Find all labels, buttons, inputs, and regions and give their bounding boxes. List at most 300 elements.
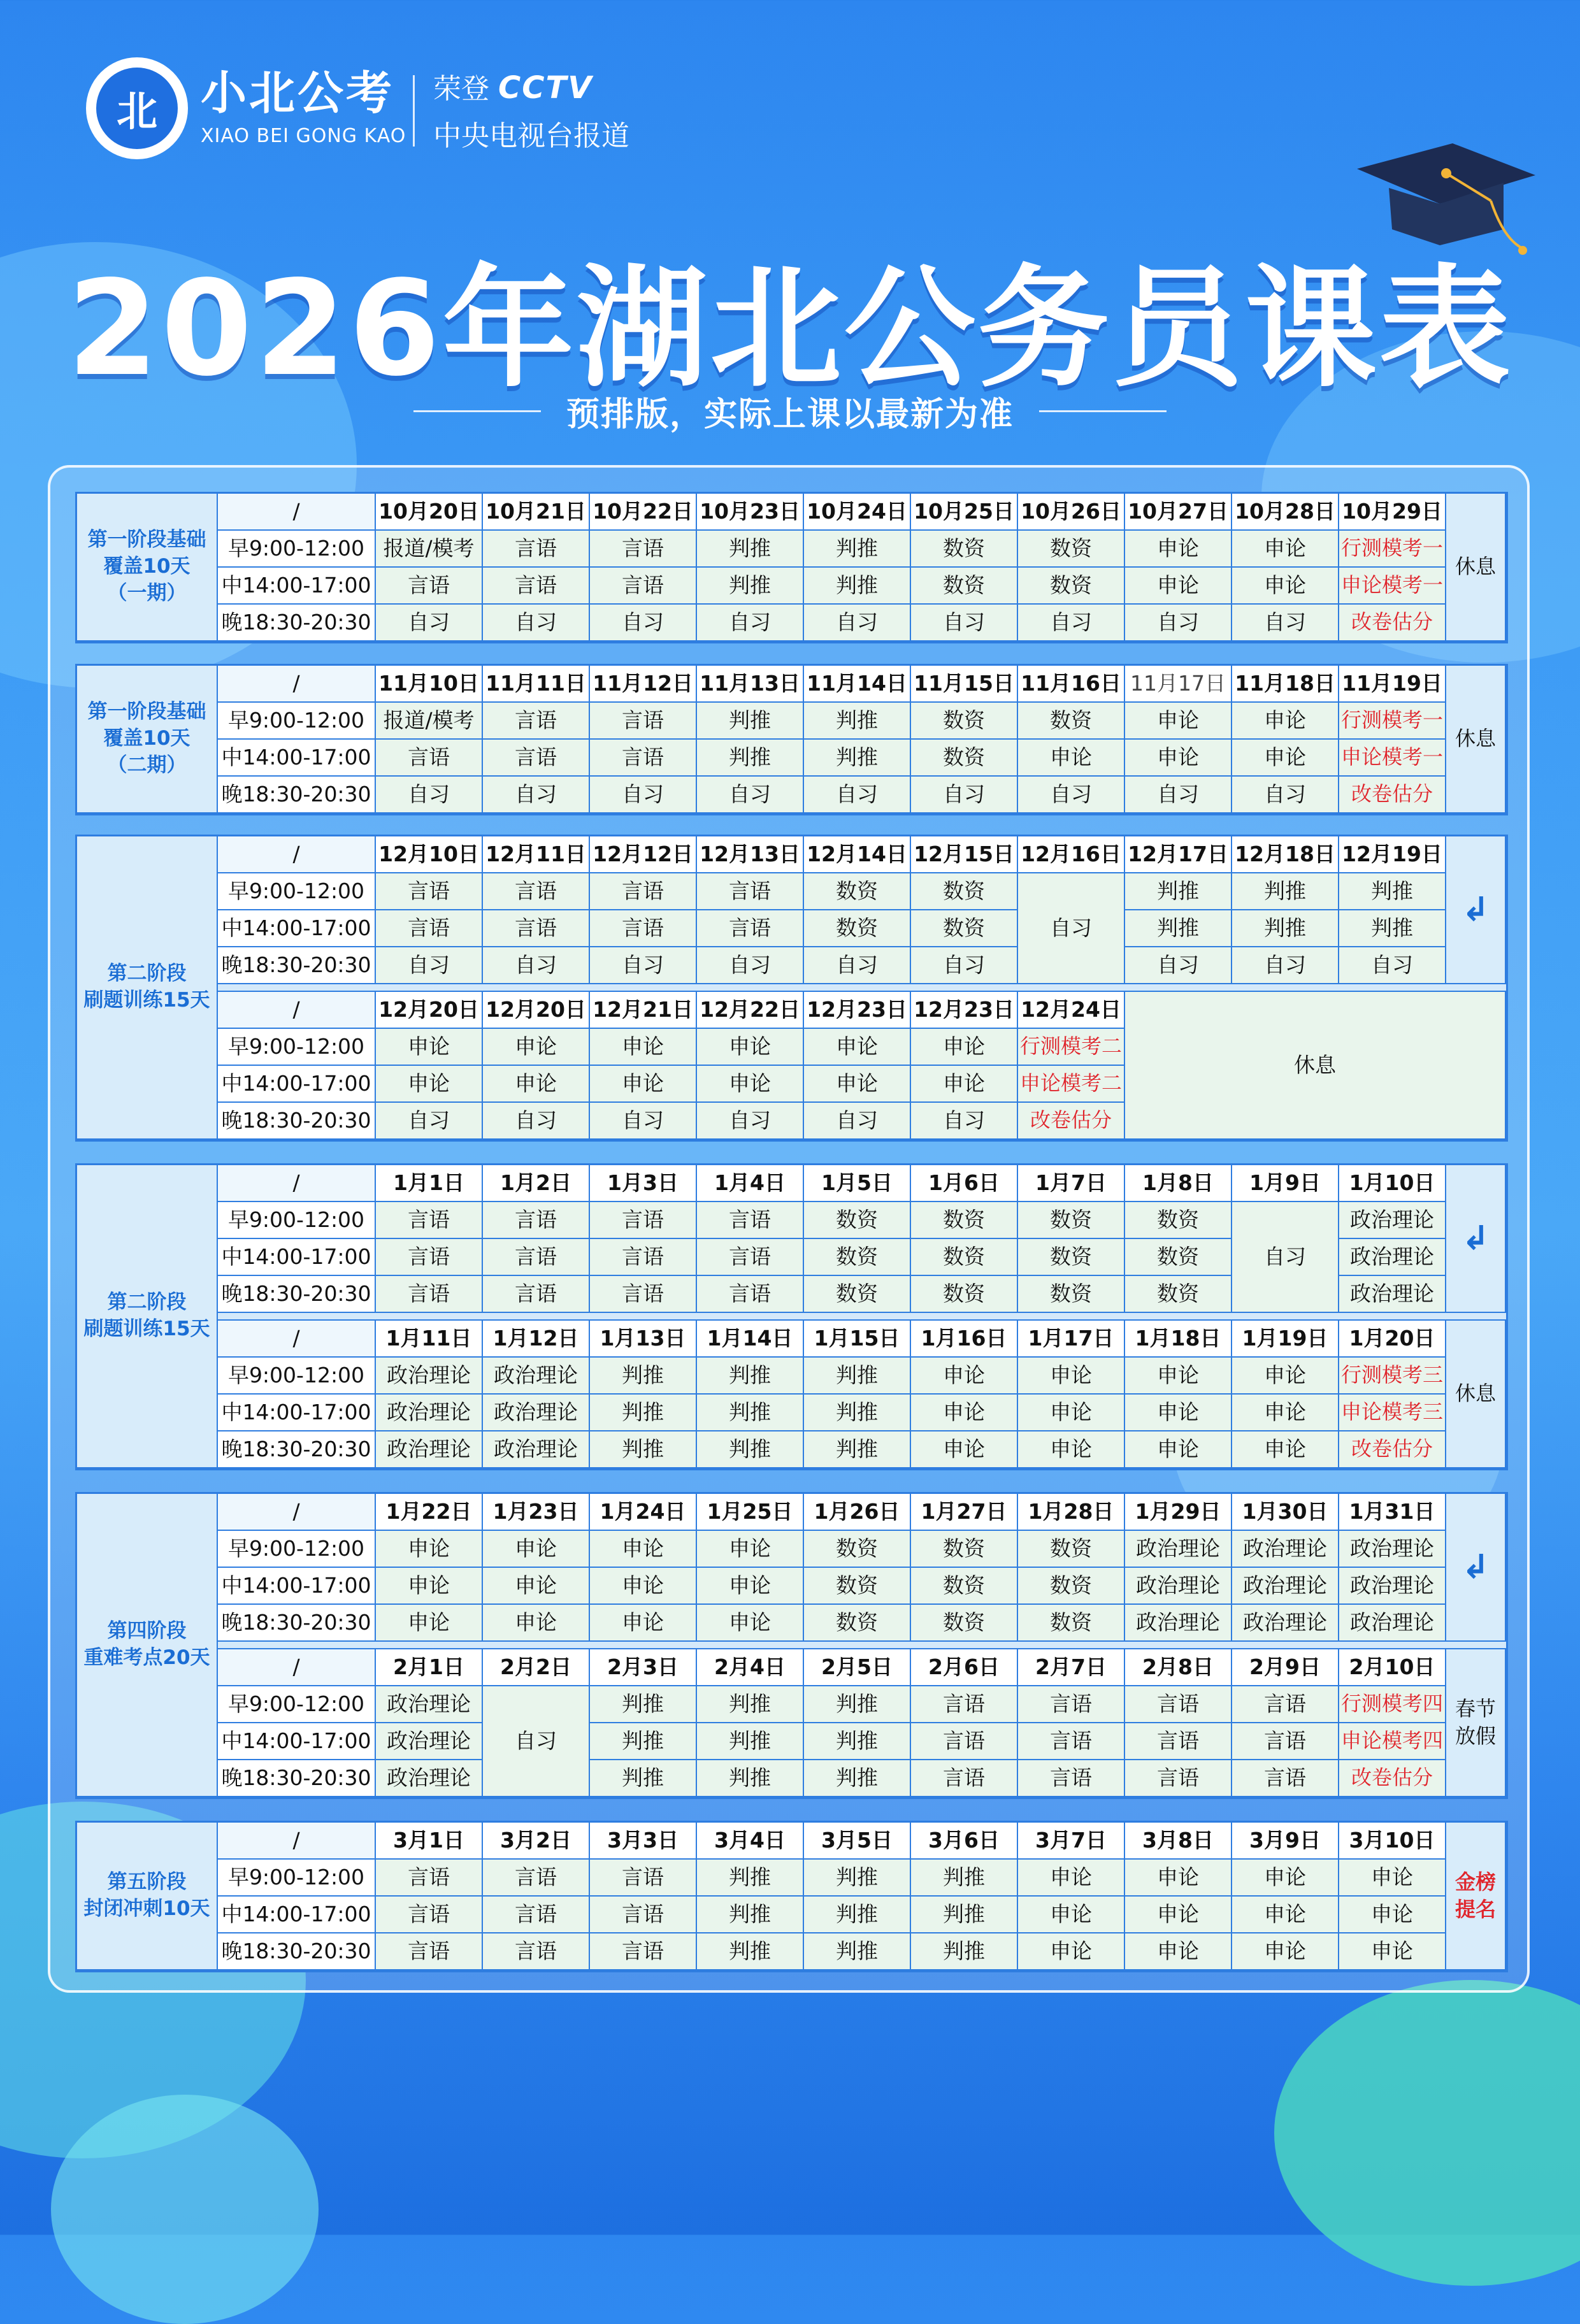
course-cell: 报道/模考 (376, 531, 483, 568)
course-cell: 判推 (804, 1897, 911, 1933)
course-cell: 言语 (483, 1933, 590, 1970)
date-header: 1月1日 (376, 1165, 483, 1202)
date-header: 12月20日 (483, 992, 590, 1029)
stage-label-line: （一期） (107, 581, 187, 605)
return-arrow-icon: ↲ (1462, 1219, 1490, 1258)
date-header: 12月10日 (376, 836, 483, 873)
date-header: 1月19日 (1232, 1321, 1339, 1358)
date-header: 1月9日 (1232, 1165, 1339, 1202)
course-cell: 言语 (376, 1897, 483, 1933)
course-cell: 言语 (483, 1276, 590, 1313)
date-header: 2月8日 (1125, 1649, 1232, 1686)
course-cell: 言语 (590, 873, 697, 910)
date-header: 1月28日 (1018, 1494, 1125, 1531)
course-cell: 判推 (590, 1395, 697, 1431)
course-cell: 数资 (911, 1568, 1018, 1605)
time-slot: 晚18:30-20:30 (218, 1276, 376, 1313)
course-cell: 申论 (1125, 1933, 1232, 1970)
course-cell: 言语 (1232, 1686, 1339, 1723)
course-cell: 申论模考四 (1339, 1723, 1446, 1760)
time-slot: 晚18:30-20:30 (218, 1431, 376, 1468)
course-cell: 政治理论 (1125, 1531, 1232, 1568)
date-header: 2月4日 (697, 1649, 804, 1686)
course-cell: 言语 (483, 703, 590, 740)
course-cell: 申论 (1232, 568, 1339, 605)
slot-header: / (218, 1649, 376, 1686)
course-cell: 判推 (697, 1933, 804, 1970)
course-cell: 自习 (1232, 605, 1339, 642)
course-cell: 申论 (483, 1568, 590, 1605)
stage-label-line: 第五阶段 (107, 1870, 187, 1894)
slot-header: / (218, 1823, 376, 1860)
slot-header: / (218, 494, 376, 531)
course-cell: 判推 (1125, 873, 1232, 910)
course-cell: 自习 (911, 947, 1018, 984)
cctv-caption: 中央电视台报道 (433, 119, 629, 152)
date-header: 11月13日 (697, 666, 804, 703)
date-header: 1月6日 (911, 1165, 1018, 1202)
course-cell: 改卷估分 (1339, 1760, 1446, 1797)
date-header: 1月17日 (1018, 1321, 1125, 1358)
course-cell: 判推 (590, 1760, 697, 1797)
end-label: 春节放假 (1446, 1649, 1506, 1797)
date-header: 3月3日 (590, 1823, 697, 1860)
date-header: 1月16日 (911, 1321, 1018, 1358)
course-cell: 判推 (804, 1431, 911, 1468)
stage-label-line: 第二阶段 (107, 962, 187, 986)
date-header: 1月5日 (804, 1165, 911, 1202)
date-header: 11月19日 (1339, 666, 1446, 703)
date-header: 12月24日 (1018, 992, 1125, 1029)
stage-label-line: 重难考点20天 (83, 1646, 210, 1669)
course-cell: 改卷估分 (1339, 605, 1446, 642)
course-cell: 政治理论 (1232, 1568, 1339, 1605)
course-cell: 自习 (483, 777, 590, 814)
continue-cell (1446, 1165, 1506, 1313)
bg-blob (1274, 1980, 1580, 2286)
course-cell: 申论模考一 (1339, 568, 1446, 605)
course-cell: 言语 (697, 1239, 804, 1276)
course-cell: 言语 (376, 740, 483, 777)
section-gap (218, 1642, 1506, 1649)
course-cell: 申论 (1232, 740, 1339, 777)
date-header: 10月26日 (1018, 494, 1125, 531)
course-cell: 申论 (1232, 1933, 1339, 1970)
date-header: 10月22日 (590, 494, 697, 531)
course-cell: 判推 (697, 568, 804, 605)
course-cell: 言语 (1232, 1760, 1339, 1797)
course-cell: 言语 (590, 703, 697, 740)
date-header: 2月2日 (483, 1649, 590, 1686)
course-cell: 数资 (911, 873, 1018, 910)
course-cell: 自习 (590, 777, 697, 814)
date-header: 1月7日 (1018, 1165, 1125, 1202)
date-header: 10月20日 (376, 494, 483, 531)
course-cell: 申论 (1018, 1358, 1125, 1395)
course-cell: 申论 (911, 1029, 1018, 1066)
course-cell: 数资 (911, 531, 1018, 568)
date-header: 1月26日 (804, 1494, 911, 1531)
course-cell: 判推 (697, 1395, 804, 1431)
course-cell: 数资 (804, 1531, 911, 1568)
time-slot: 中14:00-17:00 (218, 1239, 376, 1276)
course-cell: 自习 (1232, 947, 1339, 984)
course-cell: 数资 (804, 1605, 911, 1642)
course-cell: 自习 (697, 1103, 804, 1140)
course-cell: 自习 (697, 605, 804, 642)
course-cell: 数资 (1125, 1239, 1232, 1276)
date-header: 12月21日 (590, 992, 697, 1029)
stage-label-line: 第一阶段基础 (87, 700, 206, 724)
date-header: 12月20日 (376, 992, 483, 1029)
course-cell: 自习 (1018, 873, 1125, 984)
course-cell: 言语 (590, 1239, 697, 1276)
course-cell: 申论 (804, 1066, 911, 1103)
date-header: 2月9日 (1232, 1649, 1339, 1686)
course-cell: 数资 (911, 1605, 1018, 1642)
course-cell: 判推 (697, 531, 804, 568)
stage-label-line: 刷题训练15天 (83, 989, 210, 1012)
date-header: 1月11日 (376, 1321, 483, 1358)
stage-label-line: 第四阶段 (107, 1619, 187, 1643)
course-cell: 自习 (804, 605, 911, 642)
date-header: 11月12日 (590, 666, 697, 703)
course-cell: 判推 (1232, 910, 1339, 947)
course-cell: 自习 (804, 1103, 911, 1140)
date-header: 11月11日 (483, 666, 590, 703)
date-header: 3月6日 (911, 1823, 1018, 1860)
course-cell: 数资 (1018, 1202, 1125, 1239)
date-header: 10月27日 (1125, 494, 1232, 531)
date-header: 10月29日 (1339, 494, 1446, 531)
course-cell: 政治理论 (483, 1395, 590, 1431)
end-label: 休息 (1446, 1321, 1506, 1468)
course-cell: 判推 (911, 1897, 1018, 1933)
course-cell: 数资 (911, 910, 1018, 947)
course-cell: 数资 (1018, 568, 1125, 605)
course-cell: 政治理论 (1232, 1531, 1339, 1568)
course-cell: 言语 (1125, 1760, 1232, 1797)
date-header: 3月2日 (483, 1823, 590, 1860)
page-title: 2026年湖北公务员课表 (67, 252, 1513, 405)
course-cell: 数资 (804, 873, 911, 910)
course-cell: 数资 (1018, 703, 1125, 740)
course-cell: 申论 (1018, 1933, 1125, 1970)
continue-cell (1446, 1494, 1506, 1642)
course-cell: 自习 (1125, 605, 1232, 642)
course-cell: 申论 (1339, 1897, 1446, 1933)
date-header: 11月10日 (376, 666, 483, 703)
date-header: 1月18日 (1125, 1321, 1232, 1358)
cctv-prefix: 荣登 (433, 73, 489, 105)
course-cell: 言语 (1018, 1760, 1125, 1797)
course-cell: 判推 (697, 1686, 804, 1723)
course-cell: 申论 (1232, 1395, 1339, 1431)
date-header: 2月7日 (1018, 1649, 1125, 1686)
course-cell: 申论 (697, 1029, 804, 1066)
course-cell: 政治理论 (376, 1760, 483, 1797)
course-cell: 数资 (911, 1276, 1018, 1313)
course-cell: 判推 (804, 531, 911, 568)
brand-name-en: XIAO BEI GONG KAO (201, 125, 406, 147)
course-cell: 判推 (804, 1933, 911, 1970)
course-cell: 自习 (483, 605, 590, 642)
stage-label-line: 第一阶段基础 (87, 528, 206, 552)
course-cell: 判推 (804, 703, 911, 740)
time-slot: 早9:00-12:00 (218, 1686, 376, 1723)
schedule-block (75, 492, 1508, 643)
stage-label-line: 封闭冲刺10天 (83, 1897, 210, 1920)
course-cell: 自习 (590, 605, 697, 642)
time-slot: 中14:00-17:00 (218, 1568, 376, 1605)
brand-name: 小北公考 (201, 66, 395, 120)
course-cell: 判推 (911, 1860, 1018, 1897)
course-cell: 判推 (590, 1686, 697, 1723)
date-header: 1月3日 (590, 1165, 697, 1202)
date-header: 2月10日 (1339, 1649, 1446, 1686)
stage-label (77, 666, 218, 814)
time-slot: 晚18:30-20:30 (218, 1760, 376, 1797)
course-cell: 判推 (1339, 873, 1446, 910)
brand-logo (86, 57, 188, 159)
continue-cell (1446, 836, 1506, 984)
course-cell: 自习 (376, 605, 483, 642)
course-cell: 言语 (1018, 1686, 1125, 1723)
schedule-block (75, 1492, 1508, 1799)
course-cell: 申论 (590, 1029, 697, 1066)
course-cell: 数资 (804, 1276, 911, 1313)
course-cell: 判推 (804, 568, 911, 605)
course-cell: 言语 (376, 910, 483, 947)
course-cell: 申论 (483, 1066, 590, 1103)
course-cell: 言语 (483, 910, 590, 947)
course-cell: 行测模考一 (1339, 703, 1446, 740)
course-cell: 申论 (1018, 1897, 1125, 1933)
course-cell: 言语 (376, 1202, 483, 1239)
course-cell: 申论 (376, 1029, 483, 1066)
date-header: 2月3日 (590, 1649, 697, 1686)
course-cell: 言语 (1232, 1723, 1339, 1760)
course-cell: 政治理论 (1125, 1605, 1232, 1642)
course-cell: 自习 (376, 947, 483, 984)
slot-header: / (218, 1494, 376, 1531)
date-header: 10月28日 (1232, 494, 1339, 531)
course-cell: 申论 (376, 1531, 483, 1568)
date-header: 3月9日 (1232, 1823, 1339, 1860)
course-cell: 自习 (911, 777, 1018, 814)
course-cell: 申论 (376, 1605, 483, 1642)
course-cell: 言语 (590, 1897, 697, 1933)
course-cell: 判推 (804, 1723, 911, 1760)
course-cell: 判推 (590, 1431, 697, 1468)
course-cell: 政治理论 (1339, 1531, 1446, 1568)
logo-mark: 北 (96, 68, 178, 149)
stage-label-line: 刷题训练15天 (83, 1317, 210, 1340)
header-divider (413, 75, 415, 147)
date-header: 12月22日 (697, 992, 804, 1029)
course-cell: 政治理论 (1125, 1568, 1232, 1605)
course-cell: 言语 (376, 568, 483, 605)
time-slot: 早9:00-12:00 (218, 1202, 376, 1239)
course-cell: 自习 (1125, 947, 1232, 984)
course-cell: 申论 (1125, 1358, 1232, 1395)
course-cell: 数资 (911, 568, 1018, 605)
course-cell: 申论 (590, 1066, 697, 1103)
course-cell: 判推 (697, 703, 804, 740)
course-cell: 自习 (483, 1103, 590, 1140)
course-cell: 言语 (483, 531, 590, 568)
course-cell: 自习 (911, 605, 1018, 642)
course-cell: 言语 (376, 1860, 483, 1897)
course-cell: 言语 (697, 910, 804, 947)
course-cell: 判推 (697, 1431, 804, 1468)
date-header: 1月22日 (376, 1494, 483, 1531)
date-header: 10月23日 (697, 494, 804, 531)
time-slot: 晚18:30-20:30 (218, 777, 376, 814)
course-cell: 自习 (483, 1686, 590, 1797)
time-slot: 早9:00-12:00 (218, 1531, 376, 1568)
time-slot: 中14:00-17:00 (218, 910, 376, 947)
course-cell: 申论 (911, 1066, 1018, 1103)
course-cell: 政治理论 (483, 1431, 590, 1468)
course-cell: 报道/模考 (376, 703, 483, 740)
course-cell: 判推 (697, 1723, 804, 1760)
course-cell: 判推 (697, 740, 804, 777)
time-slot: 中14:00-17:00 (218, 1395, 376, 1431)
subtitle-line-right (1039, 410, 1167, 412)
end-label: 金榜提名 (1446, 1823, 1506, 1970)
slot-header: / (218, 1321, 376, 1358)
course-cell: 自习 (1018, 605, 1125, 642)
date-header: 1月24日 (590, 1494, 697, 1531)
course-cell: 申论 (1018, 1395, 1125, 1431)
course-cell: 自习 (376, 1103, 483, 1140)
course-cell: 言语 (697, 1202, 804, 1239)
course-cell: 自习 (1125, 777, 1232, 814)
course-cell: 申论 (1125, 1897, 1232, 1933)
course-cell: 言语 (483, 1239, 590, 1276)
course-cell: 申论 (483, 1531, 590, 1568)
course-cell: 政治理论 (1339, 1276, 1446, 1313)
date-header: 3月7日 (1018, 1823, 1125, 1860)
course-cell: 判推 (804, 1358, 911, 1395)
date-header: 2月6日 (911, 1649, 1018, 1686)
course-cell: 数资 (1018, 1276, 1125, 1313)
course-cell: 言语 (483, 568, 590, 605)
section-gap (218, 1313, 1506, 1321)
time-slot: 中14:00-17:00 (218, 1897, 376, 1933)
course-cell: 言语 (483, 873, 590, 910)
date-header: 3月8日 (1125, 1823, 1232, 1860)
course-cell: 判推 (1232, 873, 1339, 910)
course-cell: 数资 (911, 703, 1018, 740)
time-slot: 晚18:30-20:30 (218, 605, 376, 642)
stage-label (77, 1165, 218, 1468)
course-cell: 申论 (483, 1029, 590, 1066)
date-header: 11月14日 (804, 666, 911, 703)
course-cell: 言语 (1125, 1686, 1232, 1723)
course-cell: 数资 (1018, 1531, 1125, 1568)
course-cell: 自习 (1232, 1202, 1339, 1313)
cctv-logo: CCTV (498, 70, 593, 106)
course-cell: 判推 (804, 740, 911, 777)
date-header: 2月5日 (804, 1649, 911, 1686)
course-cell: 改卷估分 (1339, 1431, 1446, 1468)
date-header: 1月29日 (1125, 1494, 1232, 1531)
course-cell: 言语 (911, 1723, 1018, 1760)
course-cell: 政治理论 (1339, 1202, 1446, 1239)
course-cell: 申论 (911, 1358, 1018, 1395)
course-cell: 数资 (1125, 1202, 1232, 1239)
course-cell: 申论 (1232, 1860, 1339, 1897)
date-header: 12月12日 (590, 836, 697, 873)
course-cell: 自习 (590, 1103, 697, 1140)
course-cell: 申论 (1125, 1860, 1232, 1897)
course-cell: 言语 (590, 531, 697, 568)
course-cell: 申论 (911, 1431, 1018, 1468)
course-cell: 申论 (1018, 740, 1125, 777)
course-cell: 申论 (1018, 1860, 1125, 1897)
course-cell: 申论 (1125, 1395, 1232, 1431)
date-header: 1月27日 (911, 1494, 1018, 1531)
date-header: 1月8日 (1125, 1165, 1232, 1202)
course-cell: 申论 (1339, 1933, 1446, 1970)
course-cell: 行测模考四 (1339, 1686, 1446, 1723)
course-cell: 改卷估分 (1339, 777, 1446, 814)
stage-label-line: 覆盖10天 (103, 555, 190, 578)
course-cell: 言语 (1125, 1723, 1232, 1760)
course-cell: 政治理论 (1339, 1568, 1446, 1605)
course-cell: 判推 (911, 1933, 1018, 1970)
course-cell: 自习 (804, 777, 911, 814)
course-cell: 言语 (590, 568, 697, 605)
return-arrow-icon: ↲ (1462, 890, 1490, 929)
time-slot: 中14:00-17:00 (218, 740, 376, 777)
course-cell: 数资 (804, 910, 911, 947)
course-cell: 申论 (1232, 1431, 1339, 1468)
course-cell: 申论 (483, 1605, 590, 1642)
time-slot: 早9:00-12:00 (218, 703, 376, 740)
course-cell: 言语 (376, 1239, 483, 1276)
course-cell: 申论 (1125, 531, 1232, 568)
schedule-block (75, 1821, 1508, 1972)
course-cell: 申论 (697, 1531, 804, 1568)
course-cell: 言语 (697, 873, 804, 910)
date-header: 3月1日 (376, 1823, 483, 1860)
stage-label (77, 1823, 218, 1970)
course-cell: 申论 (590, 1568, 697, 1605)
time-slot: 晚18:30-20:30 (218, 1933, 376, 1970)
course-cell: 申论 (804, 1029, 911, 1066)
slot-header: / (218, 1165, 376, 1202)
date-header: 1月2日 (483, 1165, 590, 1202)
time-slot: 晚18:30-20:30 (218, 1103, 376, 1140)
course-cell: 自习 (1232, 777, 1339, 814)
cctv-badge (433, 71, 629, 154)
course-cell: 数资 (1018, 531, 1125, 568)
course-cell: 申论 (1125, 740, 1232, 777)
course-cell: 自习 (911, 1103, 1018, 1140)
course-cell: 申论 (1125, 703, 1232, 740)
course-cell: 言语 (590, 1276, 697, 1313)
course-cell: 判推 (697, 1860, 804, 1897)
course-cell: 判推 (804, 1395, 911, 1431)
course-cell: 申论 (1125, 568, 1232, 605)
course-cell: 自习 (804, 947, 911, 984)
course-cell: 数资 (1018, 1568, 1125, 1605)
time-slot: 中14:00-17:00 (218, 1723, 376, 1760)
course-cell: 申论模考一 (1339, 740, 1446, 777)
